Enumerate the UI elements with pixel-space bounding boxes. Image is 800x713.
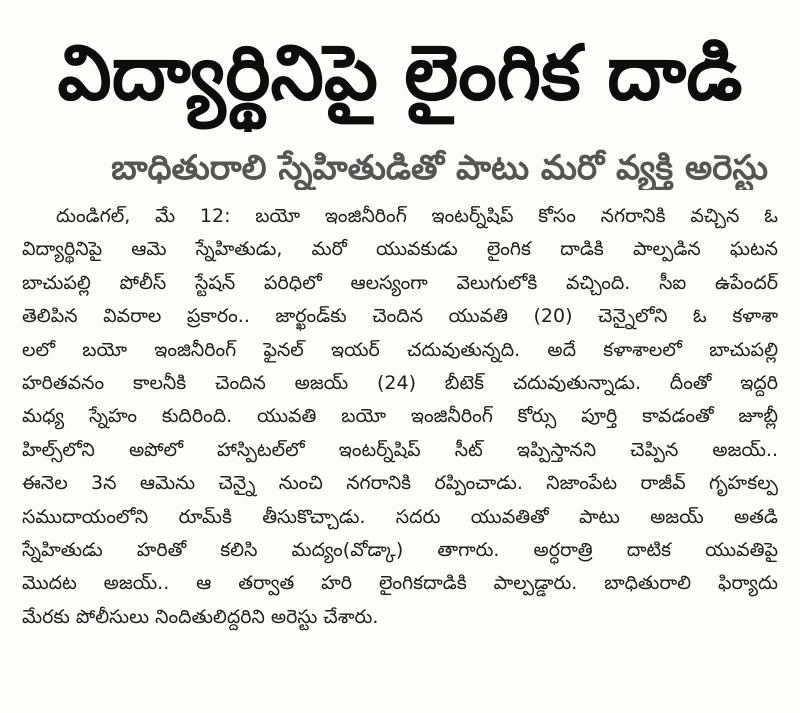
body-line: లలో బయో ఇంజినీరింగ్ ఫైనల్ ఇయర్ చదువుతున్నది. అదే కళాశాలలో బాచుపల్లి [22, 338, 778, 361]
headline: విద్యార్థినిపై లైంగిక దాడి [57, 28, 743, 117]
body-line: దుండిగల్, మే 12: బయో ఇంజినీరింగ్ ఇంటర్న్‌షిప్ కోసం నగరానికి వచ్చిన ఓ [56, 205, 778, 227]
body-line: స్నేహితుడు హరితో కలిసి మద్యం(వోడ్కా) తాగారు. అర్ధరాత్రి దాటిక యువతిపై [22, 538, 778, 561]
body-line: మొదట అజయ్.. ఆ తర్వాత హరి లైంగికదాడికి పాల్పడ్డారు. బాధితురాలి ఫిర్యాదు [22, 572, 778, 595]
body-line: హిల్స్‌లోని అపోలో హాస్పిటల్‌లో ఇంటర్న్‌షిప్ సీట్ ఇప్పిస్తానని చెప్పిన అజయ్.. [22, 438, 778, 461]
body-line: మధ్య స్నేహం కుదిరింది. యువతి బయో ఇంజినీరింగ్ కోర్సు పూర్తి కావడంతో జూబ్లీ [22, 405, 778, 428]
article-body [18, 200, 782, 634]
body-line: ఈనెల 3న ఆమెను చెన్నై నుంచి నగరానికి రప్పించాడు. నిజాంపేట రాజీవ్ గృహకల్ప [22, 472, 778, 495]
subheadline: బాధితురాలి స్నేహితుడితో పాటు మరో వ్యక్తి అరెస్టు [111, 148, 768, 188]
body-line: మేరకు పోలీసులు నిందితులిద్దరిని అరెస్టు చేశారు. [22, 605, 379, 628]
body-line: బాచుపల్లి పోలీస్ స్టేషన్ పరిధిలో ఆలస్యంగా వెలుగులోకి వచ్చింది. సీఐ ఉపేందర్ [22, 271, 778, 294]
body-line: తెలిపిన వివరాల ప్రకారం.. జార్ఖండ్‌కు చెందిన యువతి (20) చెన్నైలోని ఓ కళాశా [22, 305, 778, 328]
body-line: సముదాయంలోని రూమ్‌కి తీసుకొచ్చాడు. సదరు యువతితో పాటు అజయ్ అతడి [22, 505, 778, 528]
body-line: విద్యార్థినిపై ఆమె స్నేహితుడు, మరో యువకుడు లైంగిక దాడికి పాల్పడిన ఘటన [22, 238, 778, 261]
body-line: హరితవనం కాలనీకి చెందిన అజయ్ (24) బీటెక్ చదువుతున్నాడు. దీంతో ఇద్దరి [22, 371, 778, 394]
